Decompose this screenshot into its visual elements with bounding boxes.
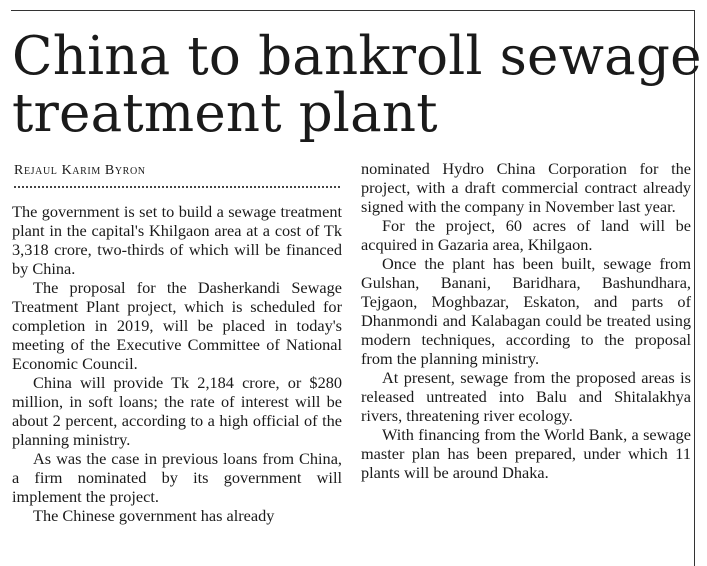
- left-column: [12, 202, 342, 525]
- paragraph: For the project, 60 acres of land will be acquired in Gazaria area, Khilgaon.: [361, 216, 691, 254]
- paragraph: Once the plant has been built, sewage from Gulshan, Banani, Baridhara, Bashundhara, Tejgaon, Moghbazar, Eskaton, and parts of Dhanmondi and Kalabagan could be treated using modern techniques, according to the proposal from the planning ministry.: [361, 254, 691, 368]
- paragraph: China will provide Tk 2,184 crore, or $280 million, in soft loans; the rate of interest will be about 2 percent, according to a high official of the planning ministry.: [12, 373, 342, 449]
- right-column: [361, 159, 691, 482]
- headline: China to bankroll sewage treatment plant: [12, 26, 702, 144]
- paragraph: The proposal for the Dasherkandi Sewage Treatment Plant project, which is scheduled for completion in 2019, will be placed in today's meeting of the Executive Committee of National Economic Council.: [12, 278, 342, 373]
- paragraph: With financing from the World Bank, a sewage master plan has been prepared, under which 11 plants will be around Dhaka.: [361, 425, 691, 482]
- top-rule: [11, 10, 694, 11]
- byline: Rejaul Karim Byron: [14, 163, 146, 178]
- paragraph: The government is set to build a sewage treatment plant in the capital's Khilgaon area at a cost of Tk 3,318 crore, two-thirds of which will be financed by China.: [12, 202, 342, 278]
- paragraph: nominated Hydro China Corporation for the project, with a draft commercial contract already signed with the company in November last year.: [361, 159, 691, 216]
- paragraph: The Chinese government has already: [33, 506, 275, 525]
- paragraph: As was the case in previous loans from China, a firm nominated by its government will implement the project.: [12, 449, 342, 506]
- paragraph: At present, sewage from the proposed areas is released untreated into Balu and Shitalakhya rivers, threatening river ecology.: [361, 368, 691, 425]
- byline-divider: [14, 186, 340, 188]
